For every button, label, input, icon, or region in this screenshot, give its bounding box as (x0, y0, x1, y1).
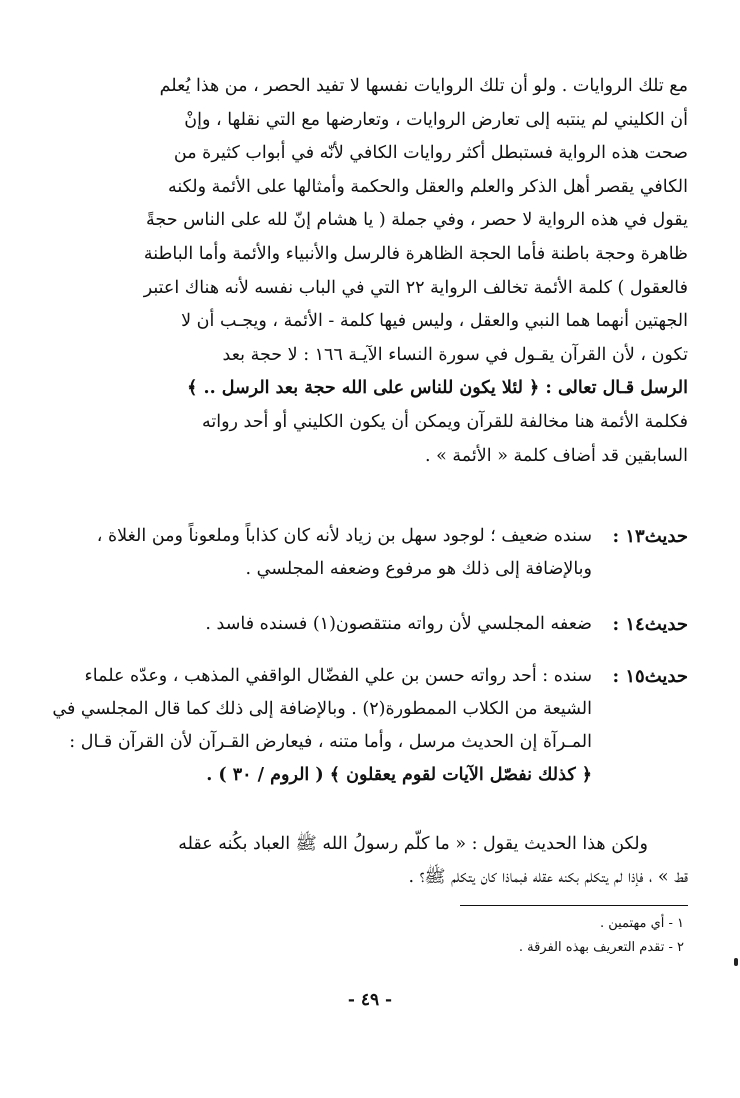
text-line: الكافي يقصر أهل الذكر والعلم والعقل والحكمة وأمثالها على الأئمة ولكنه (167, 176, 688, 197)
text-line: فكلمة الأئمة هنا مخالفة للقرآن ويمكن أن يكون الكليني أو أحد رواته (201, 411, 688, 432)
text-line: فالعقول ) كلمة الأئمة تخالف الرواية ٢٢ التي في الباب نفسه لأنه هناك اعتبر (143, 277, 688, 298)
text-line: وبالإضافة إلى ذلك هو مرفوع وضعفه المجلسي . (245, 559, 592, 579)
hadith-15-section (48, 660, 688, 792)
hadith-13-label: حديث١٣ : (612, 526, 688, 547)
quran-verse-line: ﴿ كذلك نفصّل الآيات لقوم يعقلون ﴾ ( الروم / ٣٠ ) . (206, 765, 592, 785)
text-line: ظاهرة وحجة باطنة فأما الحجة الظاهرة فالرسل والأنبياء والأئمة وأما الباطنة (143, 243, 688, 264)
text-line: الشيعة من الكلاب الممطورة(٢) . وبالإضافة إلى ذلك كما قال المجلسي في (52, 699, 592, 719)
text-line: ولكن هذا الحديث يقول : « ما كلّم رسولُ الله ﷺ العباد بكُنه عقله (178, 834, 648, 854)
hadith-14-label: حديث١٤ : (612, 614, 688, 635)
footnote-2: ٢ - تقدم التعريف بهذه الفرقة . (518, 940, 684, 955)
text-line: تكون ، لأن القرآن يقـول في سورة النساء الآيـة ١٦٦ : لا حجة بعد (222, 344, 688, 365)
hadith-15-text (48, 660, 592, 792)
text-line: الجهتين أنهما هما النبي والعقل ، وليس فيها كلمة - الأئمة ، ويجـب أن لا (181, 311, 688, 332)
footnote-divider (460, 905, 688, 906)
text-line: صحت هذه الرواية فستبطل أكثر روايات الكافي لأنّه في أبواب كثيرة من (173, 143, 688, 164)
footnote-1: ١ - أي مهتمين . (599, 916, 684, 931)
text-line: المـرآة إن الحديث مرسل ، وأما متنه ، فيعارض القـرآن لأن القرآن قـال : (69, 732, 592, 752)
closing-paragraph (48, 828, 688, 894)
footnotes (284, 912, 684, 960)
text-line: سنده : أحد رواته حسن بن علي الفضّال الواقفي المذهب ، وعدّه علماء (84, 666, 592, 686)
scan-mark (734, 958, 738, 966)
hadith-13-text (48, 520, 592, 586)
text-line: أن الكليني لم ينتبه إلى تعارض الروايات ، وتعارضها مع التي نقلها ، وإنْ (184, 109, 688, 130)
page-number: - ٤٩ - (347, 990, 393, 1010)
text-line: السابقين قد أضاف كلمة « الأئمة » . (425, 445, 688, 466)
text-line: مع تلك الروايات . ولو أن تلك الروايات نفسها لا تفيد الحصر ، من هذا يُعلم (159, 76, 688, 96)
hadith-15-label: حديث١٥ : (612, 666, 688, 687)
text-line: سنده ضعيف ؛ لوجود سهل بن زياد لأنه كان كذاباً وملعوناً ومن الغلاة ، (96, 526, 592, 546)
text-line: قط » ، فإذا لم يتكلم بكنه عقله فبماذا كان يتكلم ﷺ؟ . (408, 867, 688, 887)
main-paragraph (48, 70, 688, 473)
text-line: يقول في هذه الرواية لا حصر ، وفي جملة ( يا هشام إنّ لله على الناس حجةً (146, 210, 688, 231)
text-line: ضعفه المجلسي لأن رواته منتقصون(١) فسنده فاسد . (205, 614, 592, 634)
hadith-14-section (48, 608, 688, 641)
hadith-13-section (48, 520, 688, 586)
quran-verse-line: الرسل قـال تعالى : ﴿ لئلا يكون للناس على الله حجة بعد الرسل .. ﴾ (187, 378, 688, 399)
hadith-14-text (48, 608, 592, 641)
